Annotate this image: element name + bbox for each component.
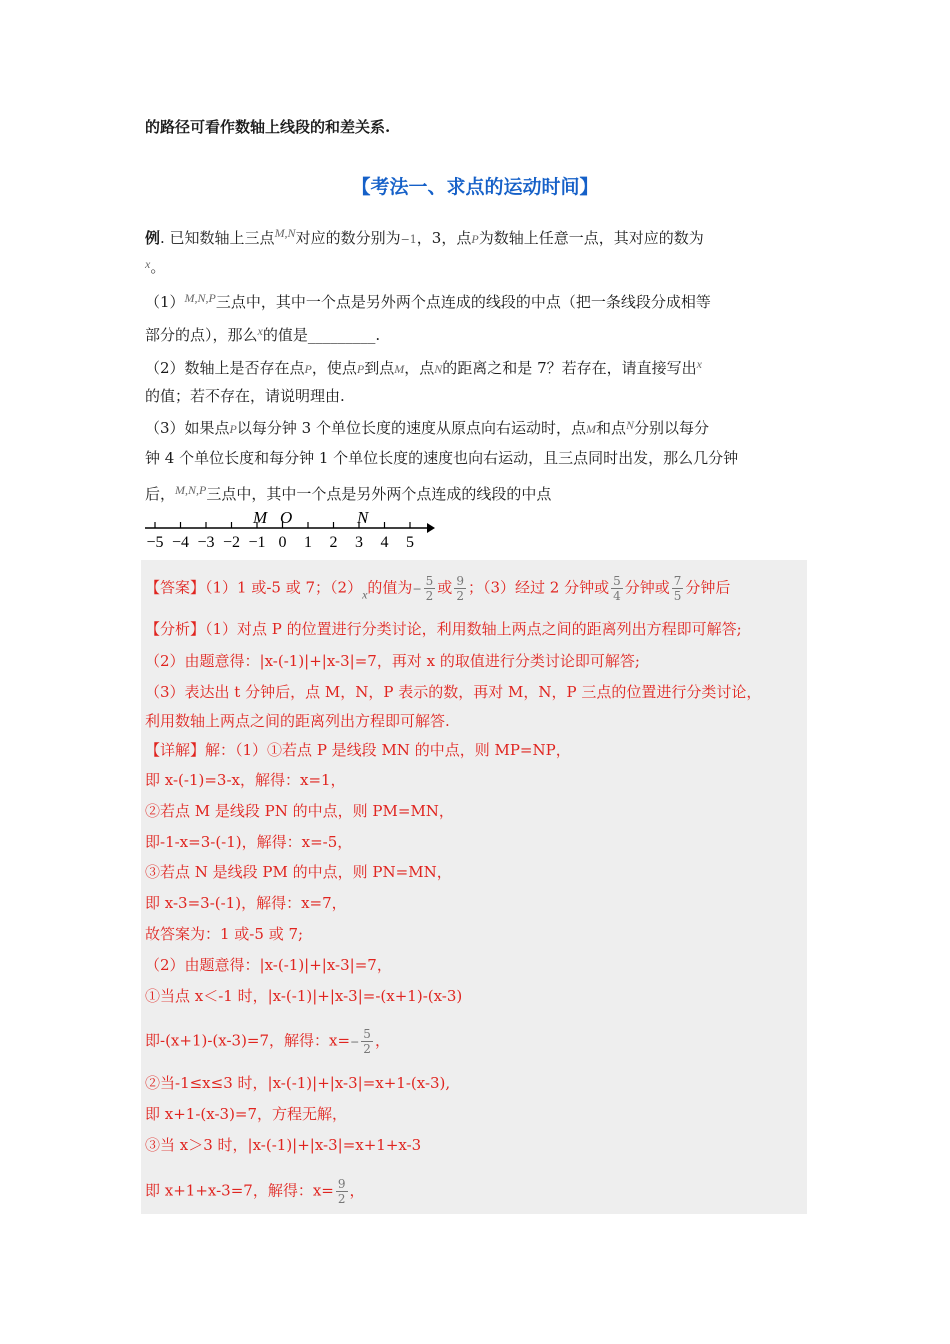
var-m: M — [585, 422, 596, 436]
q-text: 的值是_________. — [262, 326, 381, 344]
tick-label: 4 — [380, 534, 389, 551]
answer-text: 的值为 — [367, 578, 413, 597]
frac-den: 2 — [456, 589, 464, 603]
frac-den: 5 — [673, 589, 682, 603]
minus-sign: − — [350, 1035, 360, 1049]
frac-num: 9 — [456, 574, 464, 588]
var-m: M — [394, 362, 405, 376]
q-text: 对应的数分别为 — [295, 229, 401, 247]
answer-text: 分钟或 — [624, 578, 670, 597]
minus-sign: − — [412, 582, 422, 596]
answer-line — [145, 574, 730, 605]
detail-line-14 — [145, 1177, 365, 1206]
var-x: x — [696, 357, 702, 371]
frac-den: 2 — [363, 1042, 371, 1056]
q-text: 以每分钟 3 个单位长度的速度从原点向右运动时，点 — [236, 419, 586, 437]
q-text: （2）数轴上是否存在点 — [145, 359, 305, 377]
fraction-5-2 — [361, 1027, 373, 1056]
fraction-7-5 — [672, 574, 684, 603]
frac-num: 5 — [613, 574, 621, 588]
tick-label: −5 — [146, 534, 164, 551]
var-p: P — [471, 232, 479, 246]
tick-label: −3 — [197, 534, 215, 551]
label-m: M — [253, 508, 268, 527]
frac-den: 4 — [613, 589, 621, 603]
detail-line-11: ②当-1≤x≤3 时，|x-(-1)|+|x-3|=x+1-(x-3), — [145, 1074, 451, 1092]
part1-line-1 — [145, 288, 711, 312]
example-label: 例 — [145, 229, 161, 247]
frac-den: 2 — [425, 589, 434, 603]
intro-line: 的路径可看作数轴上线段的和差关系. — [145, 118, 391, 136]
detail-text: ， — [374, 1031, 390, 1050]
frac-num: 7 — [673, 574, 682, 588]
detail-line-3: ②若点 M 是线段 PN 的中点，则 PM=MN， — [145, 802, 454, 820]
arrow-right-icon — [427, 523, 435, 533]
frac-num: 9 — [337, 1177, 346, 1191]
fraction-9-2 — [454, 574, 466, 603]
answer-text: 【答案】（1）1 或-5 或 7；（2） — [145, 578, 363, 597]
var-mnp: M,N,P — [184, 291, 216, 305]
analysis-line-1: 【分析】（1）对点 P 的位置进行分类讨论，利用数轴上两点之间的距离列出方程即可解答; — [145, 620, 742, 638]
var-n: N — [434, 362, 443, 376]
analysis-line-3: （3）表达出 t 分钟后，点 M，N，P 表示的数，再对 M，N，P 三点的位置进行分类讨论， — [145, 683, 762, 701]
detail-text: ， — [349, 1181, 365, 1200]
tick-label: 1 — [304, 534, 312, 551]
detail-line-12: 即 x+1-(x-3)=7，方程无解， — [145, 1105, 348, 1123]
tick-label: −2 — [222, 534, 241, 551]
part3-line-3 — [145, 480, 551, 504]
q-text: ，3，点 — [416, 229, 472, 247]
fraction-9-2 — [336, 1177, 348, 1206]
q-text: 。 — [150, 258, 166, 276]
var-p: P — [304, 362, 312, 376]
section-title: 【考法一、求点的运动时间】 — [351, 176, 599, 198]
tick-label: −4 — [171, 534, 190, 551]
answer-text: 或 — [437, 578, 453, 597]
q-text: 部分的点），那么 — [145, 326, 258, 344]
part3-line-1 — [145, 415, 709, 439]
var-x: x — [362, 587, 368, 602]
q-text: 分别以每分 — [634, 419, 710, 437]
q-text: 三点中，其中一个点是另外两个点连成的线段的中点（把一条线段分成相等 — [215, 293, 711, 311]
detail-line-13: ③当 x＞3 时，|x-(-1)|+|x-3|=x+1+x-3 — [145, 1136, 422, 1154]
q-text: 和点 — [595, 419, 626, 437]
detail-line-6: 即 x-3=3-(-1)，解得：x=7， — [145, 894, 347, 912]
detail-line-8: （2）由题意得：|x-(-1)|+|x-3|=7， — [145, 956, 392, 974]
analysis-line-4: 利用数轴上两点之间的距离列出方程即可解答. — [145, 712, 450, 730]
part2-line-2: 的值；若不存在，请说明理由. — [145, 387, 345, 405]
q-text: 后， — [145, 485, 176, 503]
tick-label: 0 — [278, 534, 287, 551]
detail-line-9: ①当点 x＜-1 时，|x-(-1)|+|x-3|=-(x+1)-(x-3) — [145, 987, 463, 1005]
frac-num: 5 — [363, 1027, 371, 1041]
frac-den: 2 — [337, 1192, 346, 1206]
detail-line-10 — [145, 1027, 390, 1056]
part1-line-2 — [145, 321, 380, 345]
var-n: N — [626, 418, 635, 432]
fraction-5-4 — [611, 574, 623, 603]
detail-text: 即 x+1+x-3=7，解得：x= — [145, 1181, 334, 1200]
q-text: ，点 — [404, 359, 435, 377]
q-text: ，使点 — [311, 359, 357, 377]
answer-text: ；（3）经过 2 分钟或 — [467, 578, 610, 597]
val-neg1: −1 — [400, 233, 417, 246]
detail-text: 即-(x+1)-(x-3)=7，解得：x= — [145, 1031, 351, 1050]
q-text: （3）如果点 — [145, 419, 230, 437]
part3-line-2: 钟 4 个单位长度和每分钟 1 个单位长度的速度也向右运动，且三点同时出发，那么几分钟 — [145, 449, 739, 467]
detail-line-1: 【详解】解：（1）①若点 P 是线段 MN 的中点，则 MP=NP， — [145, 741, 571, 759]
var-p: P — [229, 422, 237, 436]
q-text: 到点 — [364, 359, 395, 377]
detail-line-4: 即-1-x=3-(-1)，解得：x=-5， — [145, 833, 353, 851]
tick-label: −1 — [248, 534, 266, 551]
tick-label: 2 — [329, 534, 338, 551]
frac-num: 5 — [425, 574, 434, 588]
number-line-figure — [143, 505, 443, 553]
q-text: 为数轴上任意一点，其对应的数为 — [478, 229, 704, 247]
var-x: x — [257, 324, 263, 338]
var-x: x — [145, 257, 151, 271]
answer-text: 分钟后 — [685, 578, 731, 597]
question-line-2 — [145, 254, 165, 277]
detail-line-7: 故答案为：1 或-5 或 7; — [145, 925, 304, 943]
q-text: （1） — [145, 293, 185, 311]
var-mn: M,N — [274, 226, 296, 240]
q-text: . 已知数轴上三点 — [160, 229, 275, 247]
analysis-line-2: （2）由题意得：|x-(-1)|+|x-3|=7，再对 x 的取值进行分类讨论即可解答; — [145, 652, 640, 670]
fraction-5-2 — [424, 574, 436, 603]
label-n: N — [357, 508, 369, 527]
question-line-1 — [145, 223, 704, 250]
label-o: O — [280, 508, 293, 527]
detail-line-5: ③若点 N 是线段 PM 的中点，则 PN=MN， — [145, 863, 452, 881]
q-text: 三点中，其中一个点是另外两个点连成的线段的中点 — [206, 485, 552, 503]
var-p: P — [356, 362, 365, 376]
part2-line-1 — [145, 354, 702, 379]
q-text: 的距离之和是 7？若存在，请直接写出 — [442, 359, 697, 377]
detail-line-2: 即 x-(-1)=3-x，解得：x=1， — [145, 771, 346, 789]
tick-label: 5 — [406, 534, 414, 551]
tick-label: 3 — [355, 534, 363, 551]
var-mnp: M,N,P — [175, 483, 207, 497]
